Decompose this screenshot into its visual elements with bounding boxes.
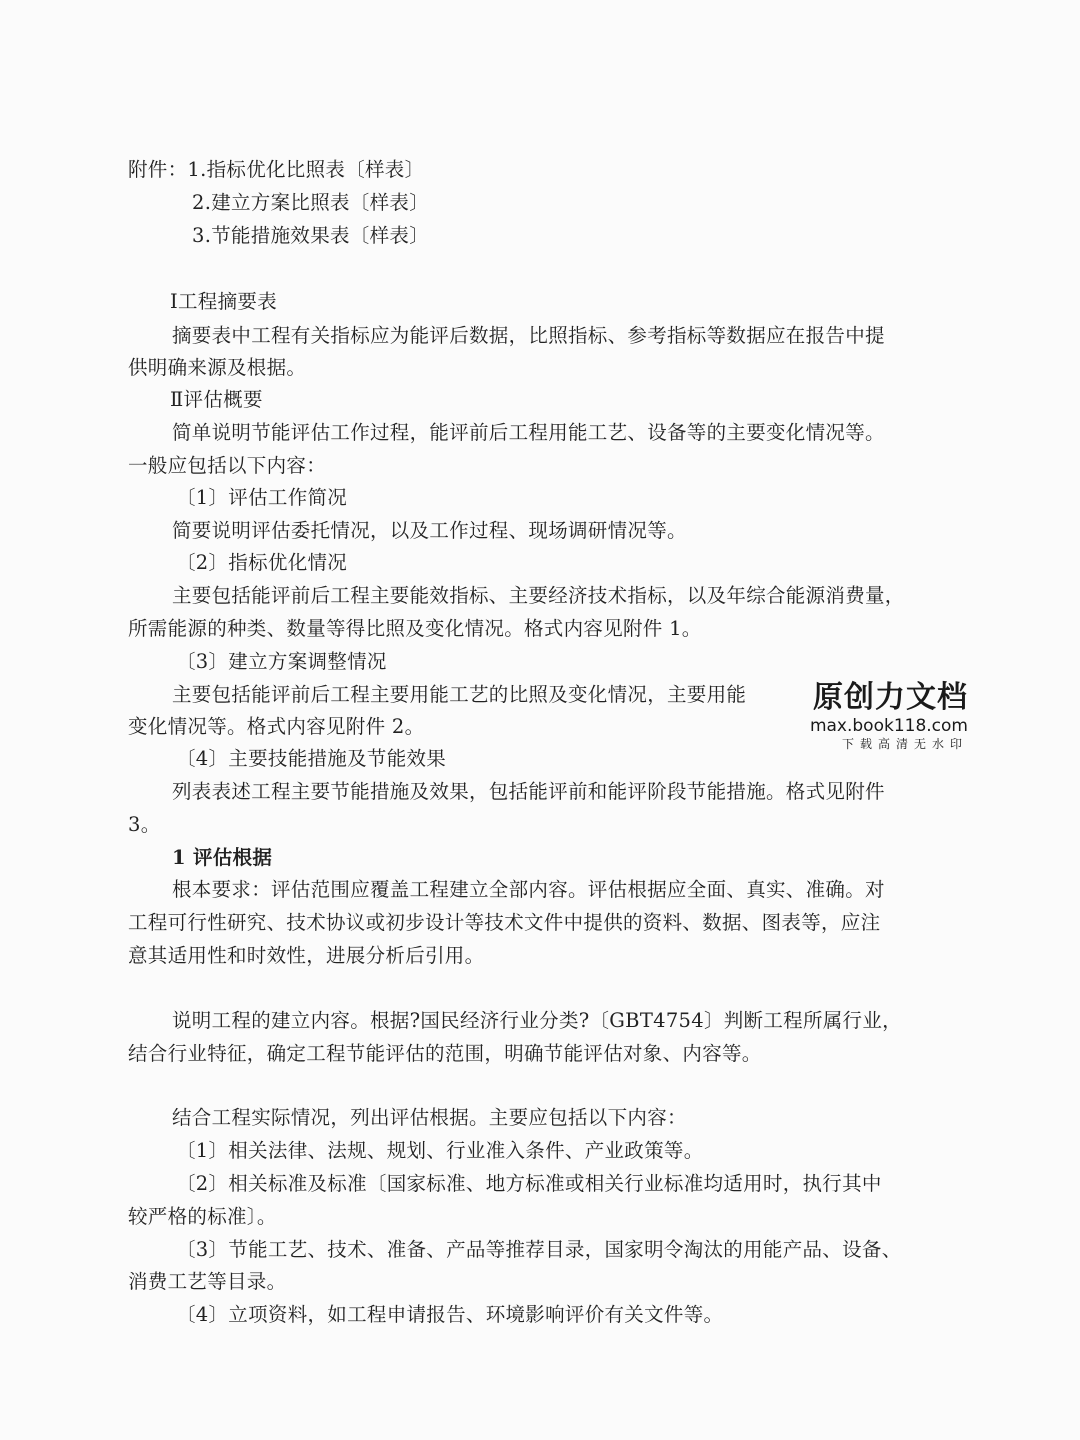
section-heading: Ⅰ工程摘要表	[170, 290, 278, 313]
subheading: 〔4〕主要技能措施及节能效果	[176, 747, 447, 770]
paragraph-line: 根本要求：评估范围应覆盖工程建立全部内容。评估根据应全面、真实、准确。对	[172, 878, 885, 901]
attachment-line-1: 附件：1.指标优化比照表〔样表〕	[128, 158, 425, 181]
list-item-continuation: 较严格的标准〕。	[128, 1205, 277, 1228]
paragraph-line: 简单说明节能评估工作过程，能评前后工程用能工艺、设备等的主要变化情况等。	[172, 421, 885, 444]
paragraph-line: 所需能源的种类、数量等得比照及变化情况。格式内容见附件 1。	[128, 617, 702, 640]
attachment-line-3: 3.节能措施效果表〔样表〕	[192, 224, 430, 247]
subheading: 〔3〕建立方案调整情况	[176, 650, 387, 673]
paragraph-line: 一般应包括以下内容：	[128, 454, 327, 477]
paragraph-line: 3。	[128, 813, 161, 836]
list-item: 〔1〕相关法律、法规、规划、行业准入条件、产业政策等。	[176, 1139, 704, 1162]
paragraph-line: 意其适用性和时效性，进展分析后引用。	[128, 944, 485, 967]
paragraph-line: 简要说明评估委托情况，以及工作过程、现场调研情况等。	[172, 519, 687, 542]
paragraph-line: 工程可行性研究、技术协议或初步设计等技术文件中提供的资料、数据、图表等，应注	[128, 911, 881, 934]
section-heading: 1 评估根据	[172, 846, 273, 869]
paragraph-line: 结合工程实际情况，列出评估根据。主要应包括以下内容：	[172, 1106, 687, 1129]
watermark	[796, 680, 968, 752]
watermark-subtitle: 下载高清无水印	[841, 737, 968, 751]
list-item: 〔2〕相关标准及标准〔国家标准、地方标准或相关行业标准均适用时，执行其中	[176, 1172, 882, 1195]
attachment-line-2: 2.建立方案比照表〔样表〕	[192, 191, 430, 214]
subheading: 〔2〕指标优化情况	[176, 551, 348, 574]
paragraph-line: 结合行业特征，确定工程节能评估的范围，明确节能评估对象、内容等。	[128, 1042, 762, 1065]
paragraph-line: 主要包括能评前后工程主要能效指标、主要经济技术指标，以及年综合能源消费量，	[172, 584, 905, 607]
watermark-title: 原创力文档	[813, 680, 968, 715]
list-item-continuation: 消费工艺等目录。	[128, 1270, 287, 1293]
paragraph-line: 摘要表中工程有关指标应为能评后数据，比照指标、参考指标等数据应在报告中提	[172, 324, 885, 347]
list-item: 〔3〕节能工艺、技术、准备、产品等推荐目录，国家明令淘汰的用能产品、设备、	[176, 1238, 902, 1261]
watermark-url: max.book118.com	[809, 716, 968, 736]
subheading: 〔1〕评估工作简况	[176, 486, 348, 509]
paragraph-line: 主要包括能评前后工程主要用能工艺的比照及变化情况，主要用能	[172, 683, 747, 706]
list-item: 〔4〕立项资料，如工程申请报告、环境影响评价有关文件等。	[176, 1303, 724, 1326]
paragraph-line: 列表表述工程主要节能措施及效果，包括能评前和能评阶段节能措施。格式见附件	[172, 780, 885, 803]
paragraph-line: 变化情况等。格式内容见附件 2。	[128, 715, 425, 738]
section-heading: Ⅱ评估概要	[170, 388, 263, 411]
paragraph-line: 说明工程的建立内容。根据?国民经济行业分类?〔GBT4754〕判断工程所属行业，	[172, 1009, 902, 1032]
paragraph-line: 供明确来源及根据。	[128, 356, 307, 379]
